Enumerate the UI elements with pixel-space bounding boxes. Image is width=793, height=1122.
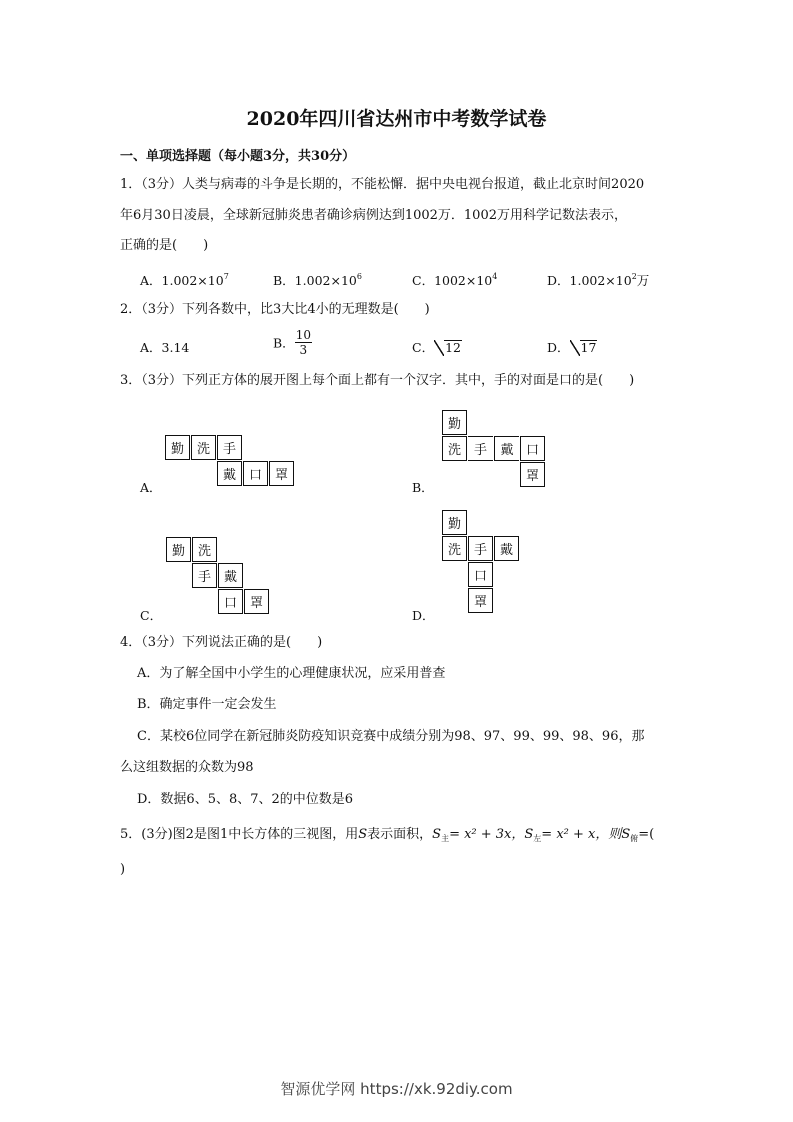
net-face: 口 [218,589,243,614]
net-face: 口 [468,562,493,587]
net-face: 戴 [494,536,519,561]
q1-line1: 1．（3分）人类与病毒的斗争是长期的，不能松懈．据中央电视台报道，截止北京时间2020 [120,177,645,192]
net-face: 口 [243,461,268,486]
q2-option-d: D． 17 [547,340,597,355]
page-title: 2020年四川省达州市中考数学试卷 [246,108,547,130]
q2-option-a: A．3.14 [140,340,190,355]
q4-stem: 4．（3分）下列说法正确的是( ) [120,635,323,650]
net-face: 勤 [165,435,190,460]
net-face: 洗 [192,537,217,562]
q3-label-b: B． [412,480,434,495]
fraction: $\frac{10}{3}$ [295,328,311,357]
q4-option-d: D．数据6、5、8、7、2的中位数是6 [137,792,354,807]
net-face: 手 [192,563,217,588]
radical: 17 [580,340,597,355]
q3-stem: 3．（3分）下列正方体的展开图上每个面上都有一个汉字．其中，手的对面是口的是( ) [120,373,635,388]
q3-label-a: A． [140,480,162,495]
q1-option-a: A．$1.002\times 10^7$ [140,272,229,288]
net-face: 勤 [166,537,191,562]
net-face: 罩 [244,589,269,614]
radical: 12 [445,340,461,355]
q4-option-b: B．确定事件一定会发生 [137,697,277,712]
net-face: 罩 [269,461,294,486]
net-face: 口 [520,436,545,461]
q3-label-c: C． [140,608,163,623]
net-face: 罩 [520,462,545,487]
q5-close-paren: ) [120,862,126,877]
net-face: 洗 [442,536,467,561]
q3-label-d: D． [412,608,435,623]
net-face: 罩 [468,588,493,613]
q1-option-d: D．$1.002\times 10^2$万 [547,272,650,288]
net-face: 洗 [442,436,467,461]
net-face: 洗 [191,435,216,460]
net-face: 勤 [442,510,467,535]
q1-line3: 正确的是( ) [120,238,209,253]
net-face: 戴 [218,563,243,588]
q4-option-a: A．为了解全国中小学生的心理健康状况，应采用普查 [137,666,446,681]
net-face: 手 [217,435,242,460]
footer-watermark: 智源优学网 https://xk.92diy.com [280,1080,513,1098]
net-face: 手 [468,536,493,561]
q4-option-c-line2: 么这组数据的众数为98 [120,760,254,775]
q5-stem: 5．(3分)图2是图1中长方体的三视图，用S表示面积，$S_主= x^2 + 3x$，$S_左= x^2 + x$，则$S_俯=$( [120,827,655,843]
net-face: 戴 [494,436,519,461]
q2-option-c: C． 12 [412,340,461,355]
q2-option-b: B． $\frac{10}{3}$ [273,328,311,357]
q2-stem: 2．（3分）下列各数中，比3大比4小的无理数是( ) [120,302,430,317]
net-face: 戴 [217,461,242,486]
q1-option-c: C．$1002\times 10^4$ [412,272,498,288]
q1-line2: 年6月30日凌晨，全球新冠肺炎患者确诊病例达到1002万．1002万用科学记数法表示， [120,208,627,223]
section-heading: 一、单项选择题（每小题3分，共30分） [120,149,356,164]
net-face: 勤 [442,410,467,435]
net-face: 手 [468,436,493,461]
q1-option-b: B．$1.002\times 10^6$ [273,272,362,288]
q4-option-c-line1: C．某校6位同学在新冠肺炎防疫知识竞赛中成绩分别为98、97、99、99、98、96，那 [137,729,645,744]
